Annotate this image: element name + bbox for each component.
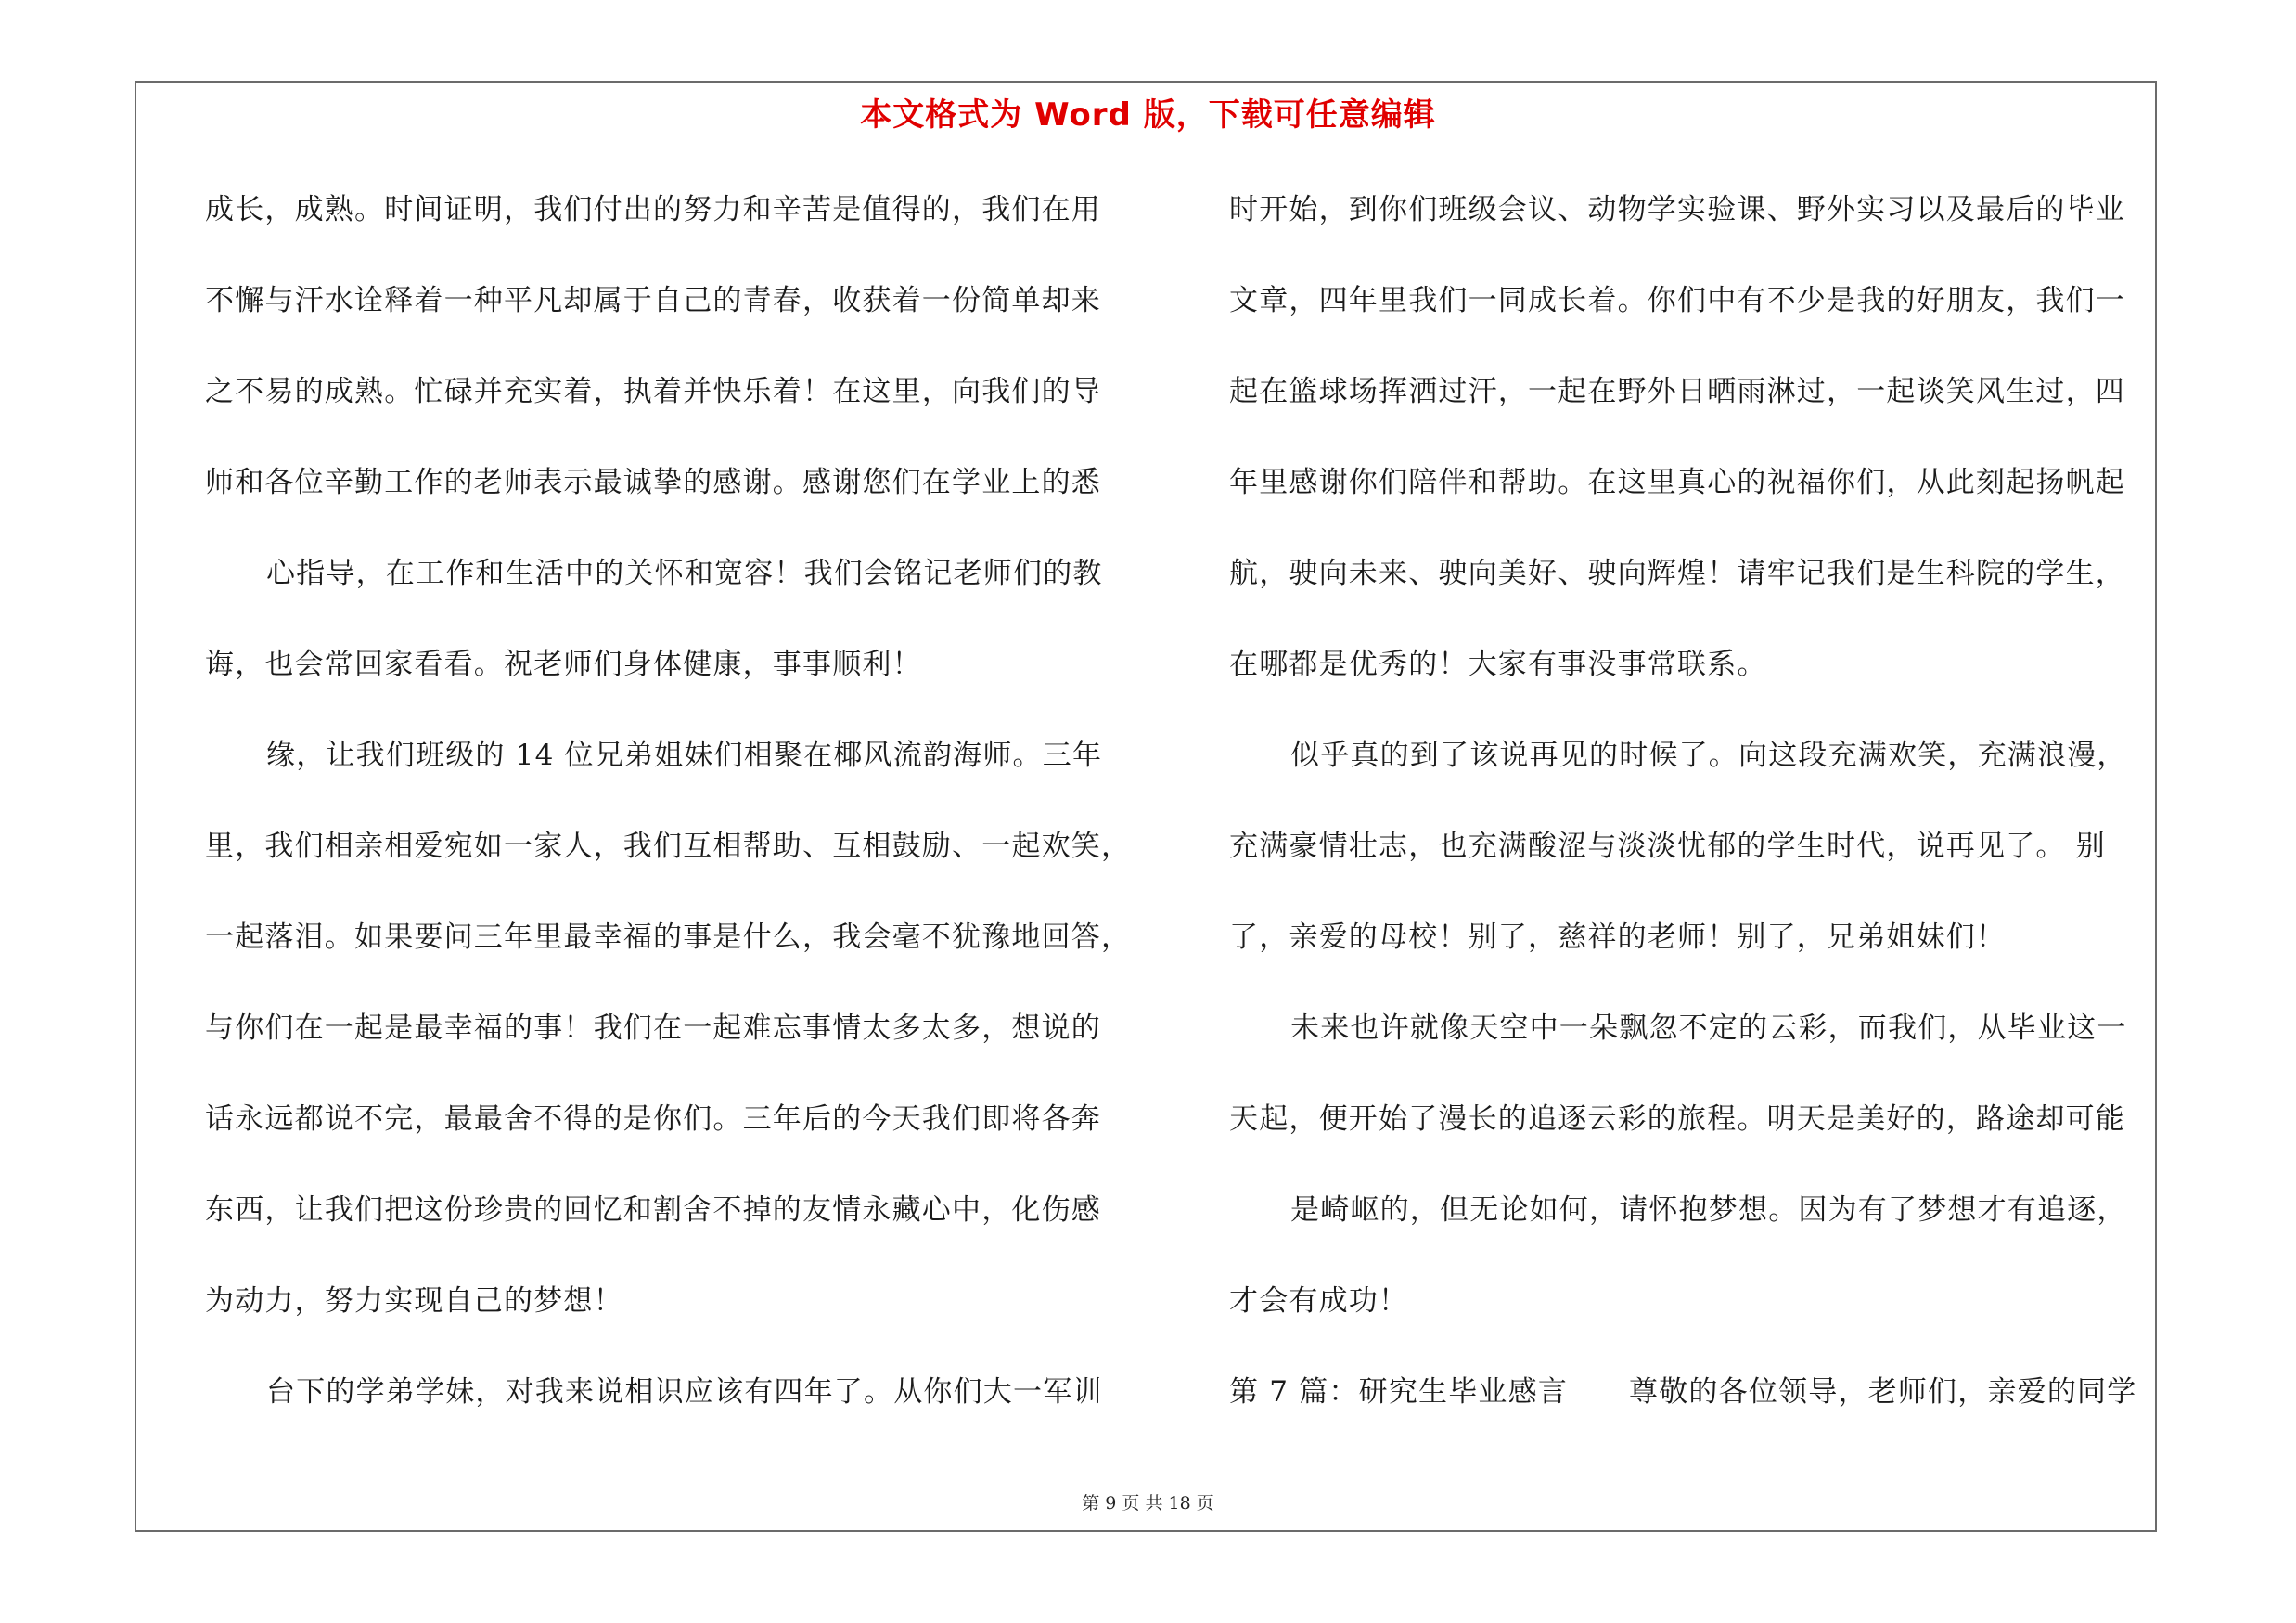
text-line: 与你们在一起是最幸福的事！我们在一起难忘事情太多太多，想说的: [205, 1011, 1101, 1045]
left-column: [205, 186, 1131, 1459]
text-line: 文章，四年里我们一同成长着。你们中有不少是我的好朋友，我们一: [1229, 284, 2125, 317]
text-line: 起在篮球场挥洒过汗，一起在野外日晒雨淋过，一起谈笑风生过，四: [1229, 375, 2125, 408]
text-line: 了，亲爱的母校！别了，慈祥的老师！别了，兄弟姐妹们！: [1229, 921, 2007, 954]
text-line: 里，我们相亲相爱宛如一家人，我们互相帮助、互相鼓励、一起欢笑，: [205, 830, 1132, 863]
text-line: 未来也许就像天空中一朵飘忽不定的云彩，而我们，从毕业这一: [1290, 1011, 2127, 1045]
section-heading-line: [1229, 1368, 2161, 1459]
text-line: 才会有成功！: [1229, 1284, 1409, 1318]
text-line: 话永远都说不完，最最舍不得的是你们。三年后的今天我们即将各奔: [205, 1102, 1101, 1136]
right-column: [1229, 186, 2161, 1459]
text-line: 天起，便开始了漫长的追逐云彩的旅程。明天是美好的，路途却可能: [1229, 1102, 2125, 1136]
text-line: 充满豪情壮志，也充满酸涩与淡淡忧郁的学生时代，说再见了。 别: [1229, 830, 2106, 863]
text-line: 心指导，在工作和生活中的关怀和宽容！我们会铭记老师们的教: [266, 557, 1103, 590]
text-line: 时开始，到你们班级会议、动物学实验课、野外实习以及最后的毕业: [1229, 193, 2125, 226]
page-number: 第 9 页 共 18 页: [1082, 1493, 1214, 1514]
section-heading: 第 7 篇：研究生毕业感言: [1229, 1375, 1569, 1409]
text-line: 一起落泪。如果要问三年里最幸福的事是什么，我会毫不犹豫地回答，: [205, 921, 1132, 954]
text-line: 诲，也会常回家看看。祝老师们身体健康，事事顺利！: [205, 648, 922, 681]
text-line: 航，驶向未来、驶向美好、驶向辉煌！请牢记我们是生科院的学生，: [1229, 557, 2125, 590]
text-line: 年里感谢你们陪伴和帮助。在这里真心的祝福你们，从此刻起扬帆起: [1229, 466, 2125, 499]
text-line: 之不易的成熟。忙碌并充实着，执着并快乐着！在这里，向我们的导: [205, 375, 1101, 408]
section-opening-text: 尊敬的各位领导，老师们，亲爱的同学: [1629, 1375, 2137, 1409]
text-line: 师和各位辛勤工作的老师表示最诚挚的感谢。感谢您们在学业上的悉: [205, 466, 1101, 499]
text-line: 在哪都是优秀的！大家有事没事常联系。: [1229, 648, 1767, 681]
format-banner: 本文格式为 Word 版，下载可任意编辑: [860, 97, 1436, 134]
text-line: 是崎岖的，但无论如何，请怀抱梦想。因为有了梦想才有追逐，: [1290, 1193, 2127, 1227]
text-line: 东西，让我们把这份珍贵的回忆和割舍不掉的友情永藏心中，化伤感: [205, 1193, 1101, 1227]
text-line: 台下的学弟学妹，对我来说相识应该有四年了。从你们大一军训: [266, 1375, 1103, 1409]
text-line: 成长，成熟。时间证明，我们付出的努力和辛苦是值得的，我们在用: [205, 193, 1101, 226]
text-line: 缘，让我们班级的 14 位兄弟姐妹们相聚在椰风流韵海师。三年: [266, 739, 1103, 772]
text-line: 不懈与汗水诠释着一种平凡却属于自己的青春，收获着一份简单却来: [205, 284, 1101, 317]
text-line: 为动力，努力实现自己的梦想！: [205, 1284, 623, 1318]
text-line: 似乎真的到了该说再见的时候了。向这段充满欢笑，充满浪漫，: [1290, 739, 2127, 772]
